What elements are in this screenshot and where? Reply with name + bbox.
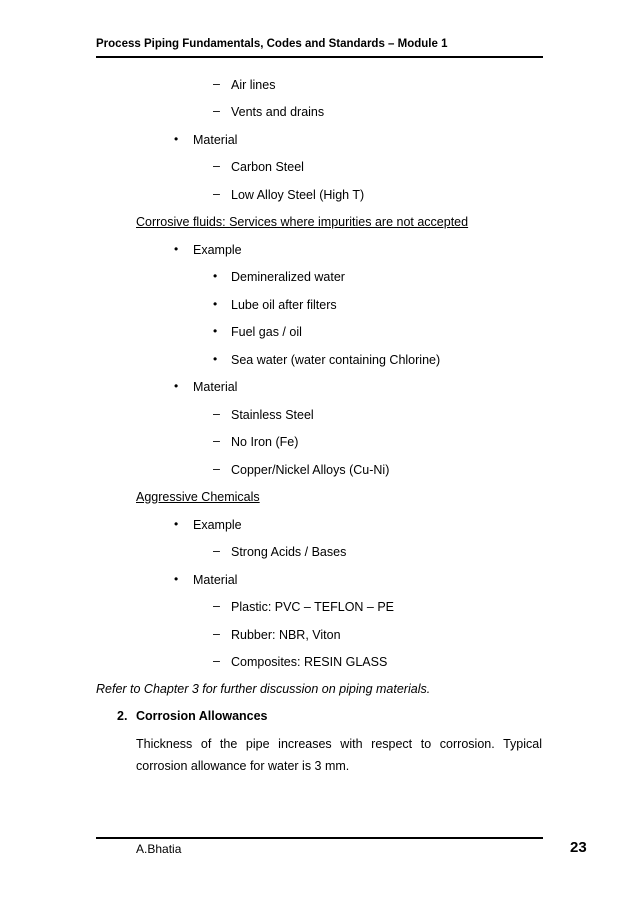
dash-marker: – xyxy=(213,654,220,668)
footer-author: A.Bhatia xyxy=(136,842,182,856)
item-strong-acids: Strong Acids / Bases xyxy=(231,545,347,559)
bullet-marker: • xyxy=(174,572,179,586)
item-composites: Composites: RESIN GLASS xyxy=(231,655,388,669)
aggressive-chemicals-heading: Aggressive Chemicals xyxy=(136,490,260,504)
dash-marker: – xyxy=(213,599,220,613)
item-lube-oil: Lube oil after filters xyxy=(231,298,337,312)
item-material-1: Material xyxy=(193,133,238,147)
item-stainless: Stainless Steel xyxy=(231,408,314,422)
dash-marker: – xyxy=(213,159,220,173)
page-number: 23 xyxy=(570,839,587,856)
dash-marker: – xyxy=(213,462,220,476)
header-rule xyxy=(96,56,543,58)
bullet-marker: • xyxy=(213,269,218,283)
section-paragraph: Thickness of the pipe increases with respect to corrosion. Typical corrosion allowance for water is 3 mm. xyxy=(136,737,542,773)
dash-marker: – xyxy=(213,187,220,201)
page-header-title: Process Piping Fundamentals, Codes and Standards – Module 1 xyxy=(96,38,448,50)
dash-marker: – xyxy=(213,434,220,448)
item-sea-water: Sea water (water containing Chlorine) xyxy=(231,353,441,367)
dash-marker: – xyxy=(213,407,220,421)
item-carbon-steel: Carbon Steel xyxy=(231,160,304,174)
dash-marker: – xyxy=(213,77,220,91)
item-air-lines: Air lines xyxy=(231,78,276,92)
item-material-2: Material xyxy=(193,380,238,394)
dash-marker: – xyxy=(213,544,220,558)
item-low-alloy: Low Alloy Steel (High T) xyxy=(231,188,365,202)
item-no-iron: No Iron (Fe) xyxy=(231,435,299,449)
item-example-2: Example xyxy=(193,518,242,532)
bullet-marker: • xyxy=(174,242,179,256)
item-copper-nickel: Copper/Nickel Alloys (Cu-Ni) xyxy=(231,463,390,477)
item-rubber: Rubber: NBR, Viton xyxy=(231,628,341,642)
item-example-1: Example xyxy=(193,243,242,257)
item-plastic: Plastic: PVC – TEFLON – PE xyxy=(231,600,395,614)
bullet-marker: • xyxy=(174,379,179,393)
corrosive-fluids-heading: Corrosive fluids: Services where impurities are not accepted xyxy=(136,215,469,229)
item-demin-water: Demineralized water xyxy=(231,270,345,284)
bullet-marker: • xyxy=(213,297,218,311)
bullet-marker: • xyxy=(213,352,218,366)
refer-note: Refer to Chapter 3 for further discussion on piping materials. xyxy=(96,682,431,696)
dash-marker: – xyxy=(213,627,220,641)
footer-rule xyxy=(96,837,543,839)
bullet-marker: • xyxy=(174,132,179,146)
item-fuel-gas: Fuel gas / oil xyxy=(231,325,302,339)
section-title: Corrosion Allowances xyxy=(136,709,268,723)
section-number: 2. xyxy=(117,709,128,723)
dash-marker: – xyxy=(213,104,220,118)
bullet-marker: • xyxy=(213,324,218,338)
bullet-marker: • xyxy=(174,517,179,531)
item-material-3: Material xyxy=(193,573,238,587)
item-vents-drains: Vents and drains xyxy=(231,105,325,119)
